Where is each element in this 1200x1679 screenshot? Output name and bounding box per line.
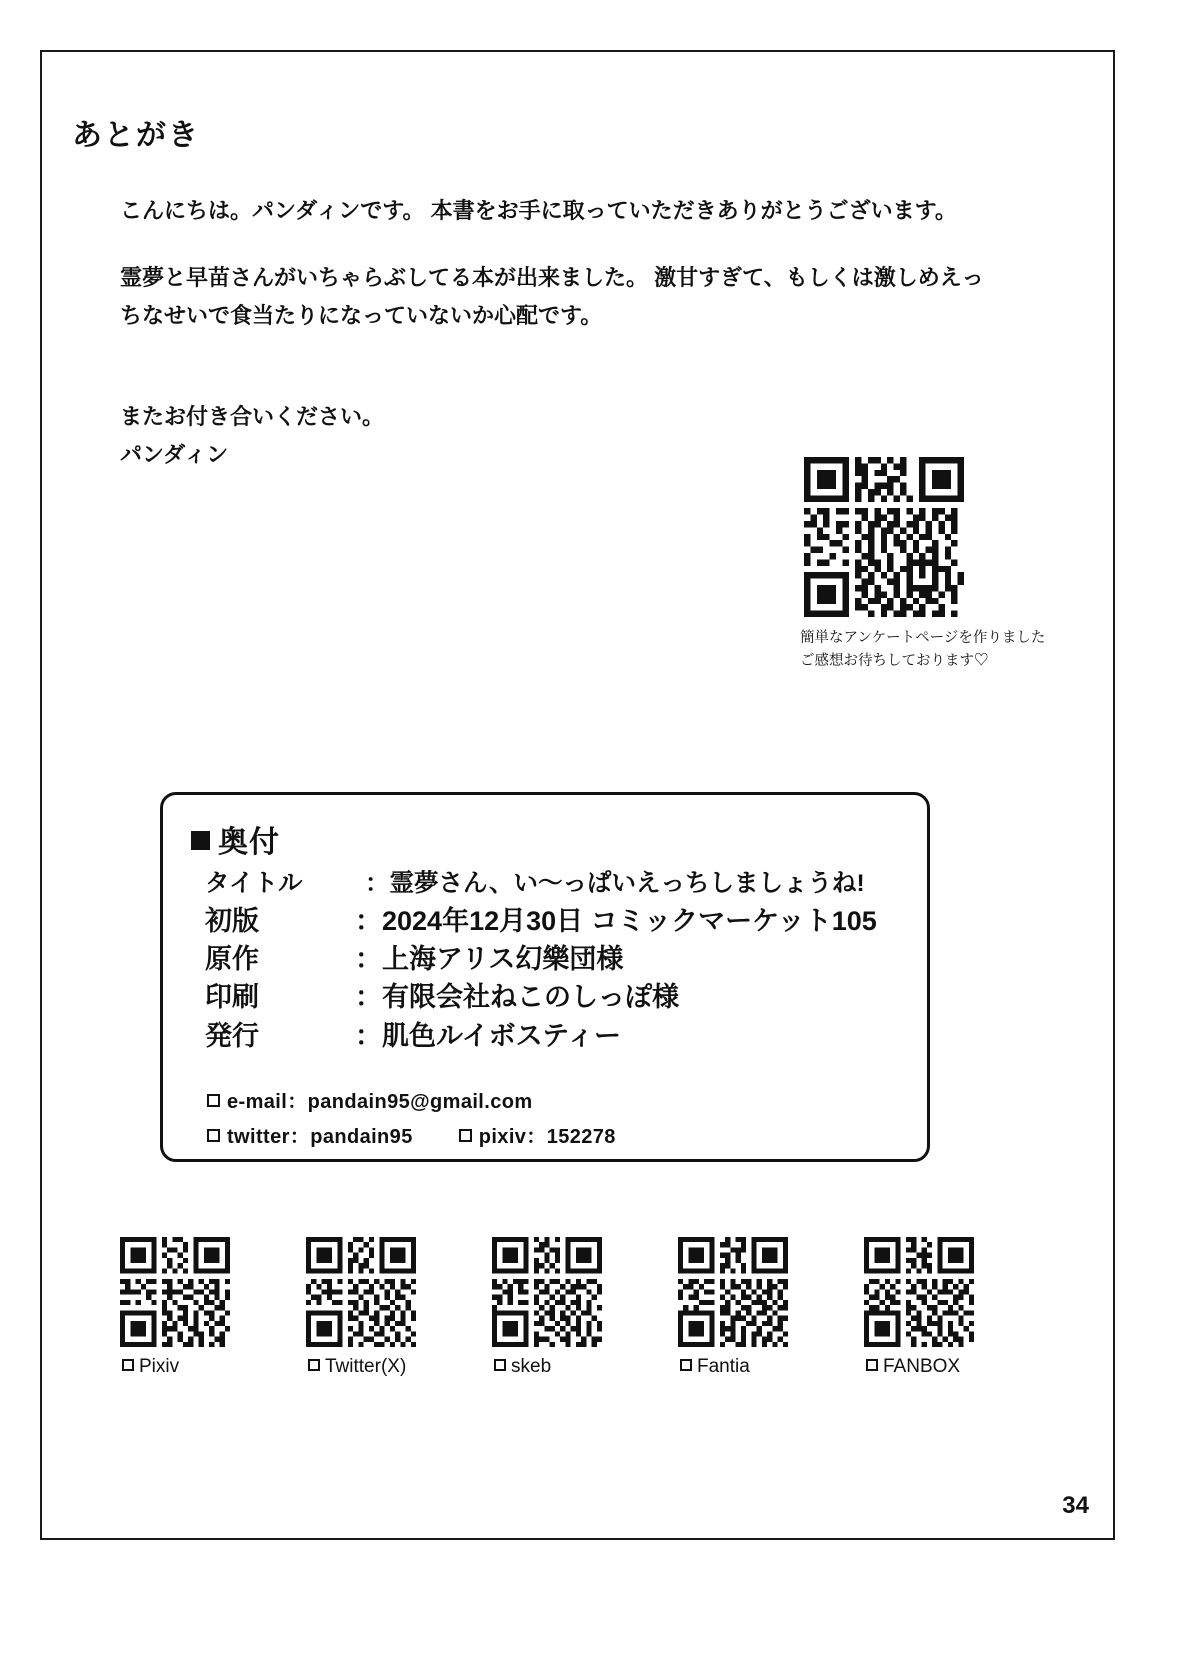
checkbox-icon xyxy=(308,1359,320,1371)
colophon-contact xyxy=(207,1085,616,1155)
pixiv-qr-code[interactable] xyxy=(120,1237,230,1347)
checkbox-icon xyxy=(680,1359,692,1371)
page-number: 34 xyxy=(1062,1492,1089,1519)
survey-block xyxy=(800,457,1050,673)
colophon-row-publisher xyxy=(205,1017,905,1055)
colophon-row-value: ：2024年12月30日 コミックマーケット105 xyxy=(355,905,877,936)
colophon-row-edition xyxy=(205,902,905,940)
fanbox-qr-code[interactable] xyxy=(864,1237,974,1347)
page-frame xyxy=(40,50,1115,1540)
social-label-text: Fantia xyxy=(697,1356,750,1377)
afterword-line: 本書をお手に取っていただきありがとうございます。 xyxy=(430,198,957,223)
colophon-row-value: ：有限会社ねこのしっぽ様 xyxy=(355,982,679,1013)
colophon-row-printer xyxy=(205,978,905,1016)
colophon-heading-label: 奥付 xyxy=(218,826,280,859)
contact-social-row xyxy=(207,1120,616,1155)
twitter-qr-code[interactable] xyxy=(306,1237,416,1347)
afterword-signature-line: またお付き合いください。 xyxy=(120,403,385,429)
contact-email-row xyxy=(207,1085,616,1120)
survey-caption-line: ご感想お待ちしております♡ xyxy=(800,653,989,670)
colophon-row-key: タイトル xyxy=(205,870,303,897)
social-qr-strip xyxy=(120,1237,1050,1378)
checkbox-icon xyxy=(122,1359,134,1371)
social-label-skeb xyxy=(492,1356,602,1378)
social-label-twitter xyxy=(306,1356,416,1378)
social-label-text: Pixiv xyxy=(139,1356,180,1377)
colophon-row-original-work xyxy=(205,940,905,978)
social-label-fantia xyxy=(678,1356,788,1378)
colophon-box xyxy=(160,792,930,1162)
afterword-signature-line: パンダィン xyxy=(120,442,229,467)
colophon-row-key: 初版 xyxy=(205,905,259,936)
colophon-row-value: ：上海アリス幻樂団様 xyxy=(355,944,624,975)
social-item-pixiv[interactable] xyxy=(120,1237,230,1378)
colophon-row-value: ：肌色ルイボスティー xyxy=(355,1020,621,1051)
checkbox-icon xyxy=(207,1129,220,1142)
colophon-row-title xyxy=(205,867,905,902)
skeb-qr-code[interactable] xyxy=(492,1237,602,1347)
checkbox-icon xyxy=(207,1094,220,1107)
afterword-paragraph-1 xyxy=(120,192,1000,231)
survey-qr-code[interactable] xyxy=(804,457,964,617)
contact-pixiv-label[interactable]: pixiv：152278 xyxy=(478,1126,616,1148)
afterword-paragraph-2 xyxy=(120,259,1000,336)
afterword-heading: あとがき xyxy=(72,119,200,152)
social-label-pixiv xyxy=(120,1356,230,1378)
afterword-body xyxy=(120,192,1000,475)
checkbox-icon xyxy=(459,1129,472,1142)
social-label-fanbox xyxy=(864,1356,974,1378)
social-label-text: FANBOX xyxy=(883,1356,961,1377)
filled-square-icon xyxy=(191,831,210,850)
social-item-fanbox[interactable] xyxy=(864,1237,974,1378)
survey-caption-line: 簡単なアンケートページを作りました xyxy=(800,630,1046,646)
fantia-qr-code[interactable] xyxy=(678,1237,788,1347)
social-label-text: Twitter(X) xyxy=(325,1356,407,1377)
contact-email-label[interactable]: e-mail：pandain95@gmail.com xyxy=(227,1091,533,1113)
colophon-row-key: 印刷 xyxy=(205,982,259,1013)
colophon-row-key: 原作 xyxy=(205,944,259,975)
contact-twitter-label[interactable]: twitter：pandain95 xyxy=(227,1126,413,1148)
afterword-line: 霊夢と早苗さんがいちゃらぶしてる本が出来ました。 xyxy=(120,264,649,290)
social-item-fantia[interactable] xyxy=(678,1237,788,1378)
colophon-row-key: 発行 xyxy=(205,1020,259,1051)
social-item-skeb[interactable] xyxy=(492,1237,602,1378)
afterword-line: こんにちは。パンダィンです。 xyxy=(120,198,425,223)
survey-caption xyxy=(800,627,1050,673)
afterword-line: 激甘すぎて、もしくは激しめえっちなせいで食当たりになっていないか心配です。 xyxy=(120,264,984,328)
checkbox-icon xyxy=(866,1359,878,1371)
colophon-heading xyxy=(191,817,280,861)
social-label-text: skeb xyxy=(511,1356,552,1377)
social-item-twitter[interactable] xyxy=(306,1237,416,1378)
checkbox-icon xyxy=(494,1359,506,1371)
colophon-rows xyxy=(205,867,905,1055)
colophon-row-value: ：霊夢さん、い〜っぱいえっちしましょうね! xyxy=(365,870,865,897)
